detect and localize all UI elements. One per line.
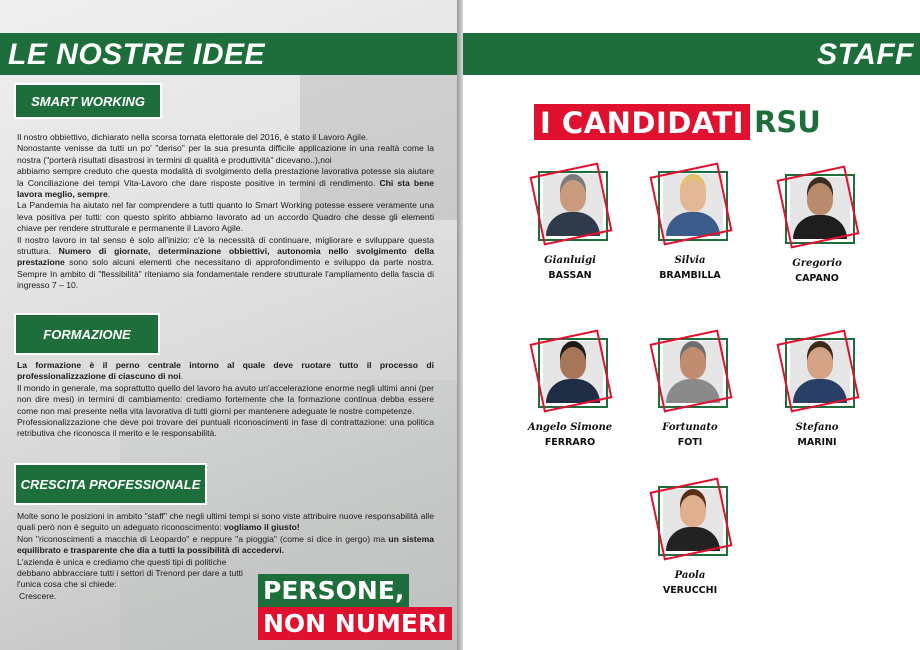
candidate-card — [752, 330, 882, 451]
paragraph: Nonostante venisse da tutti un po' "deriso" per la sua presunta difficile applicazione in una realtà come la nostra ("porterà risultati disastrosi in termini di qualità e produttività" dicevano..),noi — [17, 143, 434, 165]
candidate-last-name: VERUCCHI — [662, 585, 718, 596]
paragraph: Molte sono le posizioni in ambito "staff" che negli ultimi tempi si sono viste attribuire nuove responsabilità alle quali però non è seguito un adeguato riconoscimento: vogliamo il giusto! — [17, 511, 434, 533]
candidate-card — [625, 330, 755, 451]
paragraph: abbiamo sempre creduto che questa modalità di svolgimento della prestazione lavorativa potesse sia aiutare la Conciliazione dei tempi Vita-Lavoro che dare risposte positive in termini di rendimento. Chi sta bene lavora meglio, sempre. — [17, 166, 434, 200]
candidate-last-name: MARINI — [797, 437, 837, 448]
candidati-heading-red: I CANDIDATI — [534, 104, 750, 140]
photo-frame-red — [529, 162, 612, 245]
paragraph: Il mondo in generale, ma soprattutto quello del lavoro ha avuto un'accelerazione enorme negli ultimi anni (per non dire mesi) in termini di cambiamento: crediamo fortemente che la formazione continua debba essere come non mai presente nella vita lavorativa di tutti giorni per mantenere adeguate le nostre competenze. — [17, 382, 434, 416]
photo-frame-red — [649, 329, 732, 412]
candidate-photo — [752, 330, 882, 420]
photo-frame-red — [529, 329, 612, 412]
candidate-card — [752, 166, 882, 287]
candidate-last-name: CAPANO — [795, 273, 839, 284]
candidate-first-name: Silvia — [674, 255, 706, 266]
paragraph: Crescere. — [19, 590, 57, 601]
left-page-title: LE NOSTRE IDEE — [8, 38, 266, 71]
candidate-card — [505, 163, 635, 284]
paragraph: Non "riconoscimenti a macchia di Leopardo" e neppure "a pioggia" (come si dice in gergo) ma un sistema equilibrato e trasparente che dia a tutti la possibilità di accedervi. — [17, 533, 434, 556]
smart-working-text — [17, 132, 434, 292]
photo-frame-red — [649, 162, 732, 245]
candidate-card — [625, 478, 755, 599]
photo-frame-red — [776, 165, 859, 248]
candidate-card — [505, 330, 635, 451]
candidate-photo — [752, 166, 882, 256]
slogan-non-numeri: NON NUMERI — [258, 607, 452, 640]
candidate-last-name: FERRARO — [544, 437, 596, 448]
candidate-photo — [505, 330, 635, 420]
paragraph: Professionalizzazione che deve poi trovare dei puntuali riconoscimenti in fase di contrattazione: una politica retributiva che riconosca il merito e le responsabilità. — [17, 417, 434, 439]
candidate-last-name: BASSAN — [548, 270, 592, 281]
candidate-card — [625, 163, 755, 284]
candidate-photo — [625, 478, 755, 568]
candidati-heading — [534, 104, 821, 140]
paragraph: La Pandemia ha aiutato nel far comprendere a tutti quanto lo Smart Working potesse essere veramente una leva positiva per tutti: con questo spirito abbiamo lavorato ad un accordo Quadro che desse gli elementi chiave per rendere strutturale e permanente il Lavoro Agile. — [17, 200, 434, 234]
section-label-crescita-professionale: CRESCITA PROFESSIONALE — [14, 463, 207, 505]
paragraph: La formazione è il perno centrale intorno al quale deve ruotare tutto il processo di professionalizzazione di ciascuno di noi. — [17, 360, 434, 382]
paragraph: Il nostro obbiettivo, dichiarato nella scorsa tornata elettorale del 2016, è stato il Lavoro Agile. — [17, 132, 369, 142]
candidate-last-name: BRAMBILLA — [659, 270, 721, 281]
section-label-smart-working: SMART WORKING — [14, 83, 162, 119]
right-page-title: STAFF — [817, 38, 914, 71]
photo-frame-red — [776, 329, 859, 412]
photo-frame-red — [649, 477, 732, 560]
section-label-formazione: FORMAZIONE — [14, 313, 160, 355]
candidate-photo — [505, 163, 635, 253]
formazione-text — [17, 360, 434, 440]
candidate-first-name: Fortunato — [662, 422, 718, 433]
candidati-heading-green: RSU — [754, 105, 821, 139]
candidate-first-name: Angelo Simone — [527, 422, 613, 433]
candidate-photo — [625, 163, 755, 253]
paragraph: Il nostro lavoro in tal senso è solo all'inizio: c'è la necessità di continuare, migliorare e sviluppare questa struttura. Numero di giornate, determinazione obbiettivi, autonomia nello svolgimento della prestazione sono solo alcuni elementi che necessitano di approfondimento e sviluppo da parte nostra. Sempre In ambito di "flessibilità" riteniamo sia fondamentale rendere strutturale l'ampliamento della fascia di ingresso 7 – 10. — [17, 234, 435, 291]
candidate-first-name: Gianluigi — [544, 255, 596, 266]
candidate-first-name: Stefano — [795, 422, 839, 433]
slogan-persone: PERSONE, — [258, 574, 409, 607]
candidate-photo — [625, 330, 755, 420]
candidate-last-name: FOTI — [677, 437, 703, 448]
candidate-first-name: Gregorio — [792, 258, 842, 269]
paragraph: L'azienda è unica e crediamo che questi tipi di politiche debbano abbracciare tutti i settori di Trenord per dare a tutti l'unica cosa che si chiede: — [17, 556, 243, 590]
candidate-first-name: Paola — [674, 570, 706, 581]
